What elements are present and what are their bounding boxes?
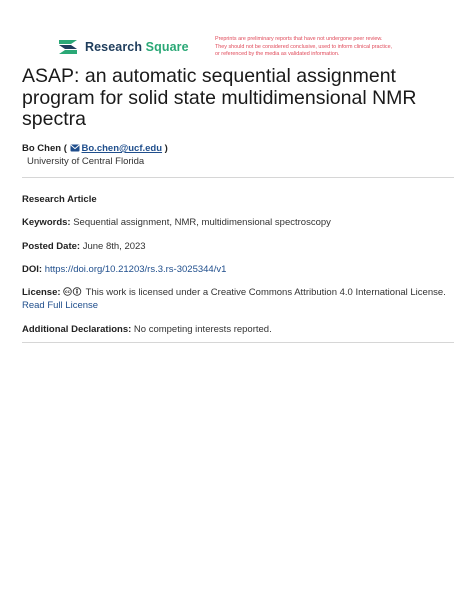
posted-date-label: Posted Date: (22, 241, 81, 252)
title-line: ASAP: an automatic sequential assignment (22, 65, 396, 87)
license-label: License: (22, 287, 61, 298)
author-email-link[interactable]: Bo.chen@ucf.edu (81, 143, 163, 154)
keywords-value: Sequential assignment, NMR, multidimensional spectroscopy (73, 217, 331, 228)
divider (22, 177, 454, 178)
envelope-icon (70, 144, 80, 152)
article-type: Research Article (22, 194, 97, 205)
author-block (22, 142, 168, 168)
read-full-license-row (22, 299, 98, 312)
author-paren-open: ( (63, 143, 67, 154)
svg-text:cc: cc (65, 289, 71, 295)
keywords-label: Keywords: (22, 217, 71, 228)
doi-label: DOI: (22, 264, 43, 275)
declarations-label: Additional Declarations: (22, 324, 132, 335)
declarations-row (22, 323, 272, 336)
logo-text (85, 40, 189, 54)
posted-date-row (22, 240, 146, 253)
disclaimer-line: They should not be considered conclusive, used to inform clinical practice, (215, 43, 393, 50)
doi-row (22, 263, 226, 276)
author-paren-close: ) (162, 143, 168, 154)
header (0, 0, 474, 64)
posted-date-value: June 8th, 2023 (82, 241, 146, 252)
keywords-row (22, 216, 331, 229)
author-affiliation: University of Central Florida (27, 156, 145, 167)
logo-text-square: Square (145, 40, 189, 54)
preprint-disclaimer (215, 36, 435, 59)
research-square-logo-icon (57, 38, 79, 56)
research-square-logo[interactable] (57, 38, 189, 56)
title-line: program for solid state multidimensional NMR (22, 86, 417, 109)
logo-text-research: Research (85, 40, 143, 54)
title-line: spectra (22, 108, 86, 130)
disclaimer-line: or referenced by the media as validated information. (215, 51, 340, 58)
paper-title (22, 66, 452, 131)
creative-commons-icon (63, 287, 83, 296)
license-text: This work is licensed under a Creative Commons Attribution 4.0 International License. (85, 287, 446, 298)
doi-link[interactable]: https://doi.org/10.21203/rs.3.rs-3025344/v1 (44, 264, 227, 275)
declarations-value: No competing interests reported. (133, 324, 272, 335)
author-name: Bo Chen (22, 143, 62, 154)
divider (22, 342, 454, 343)
disclaimer-line: Preprints are preliminary reports that have not undergone peer review. (215, 36, 383, 42)
license-row (22, 286, 446, 299)
read-full-license-link[interactable]: Read Full License (22, 300, 99, 311)
